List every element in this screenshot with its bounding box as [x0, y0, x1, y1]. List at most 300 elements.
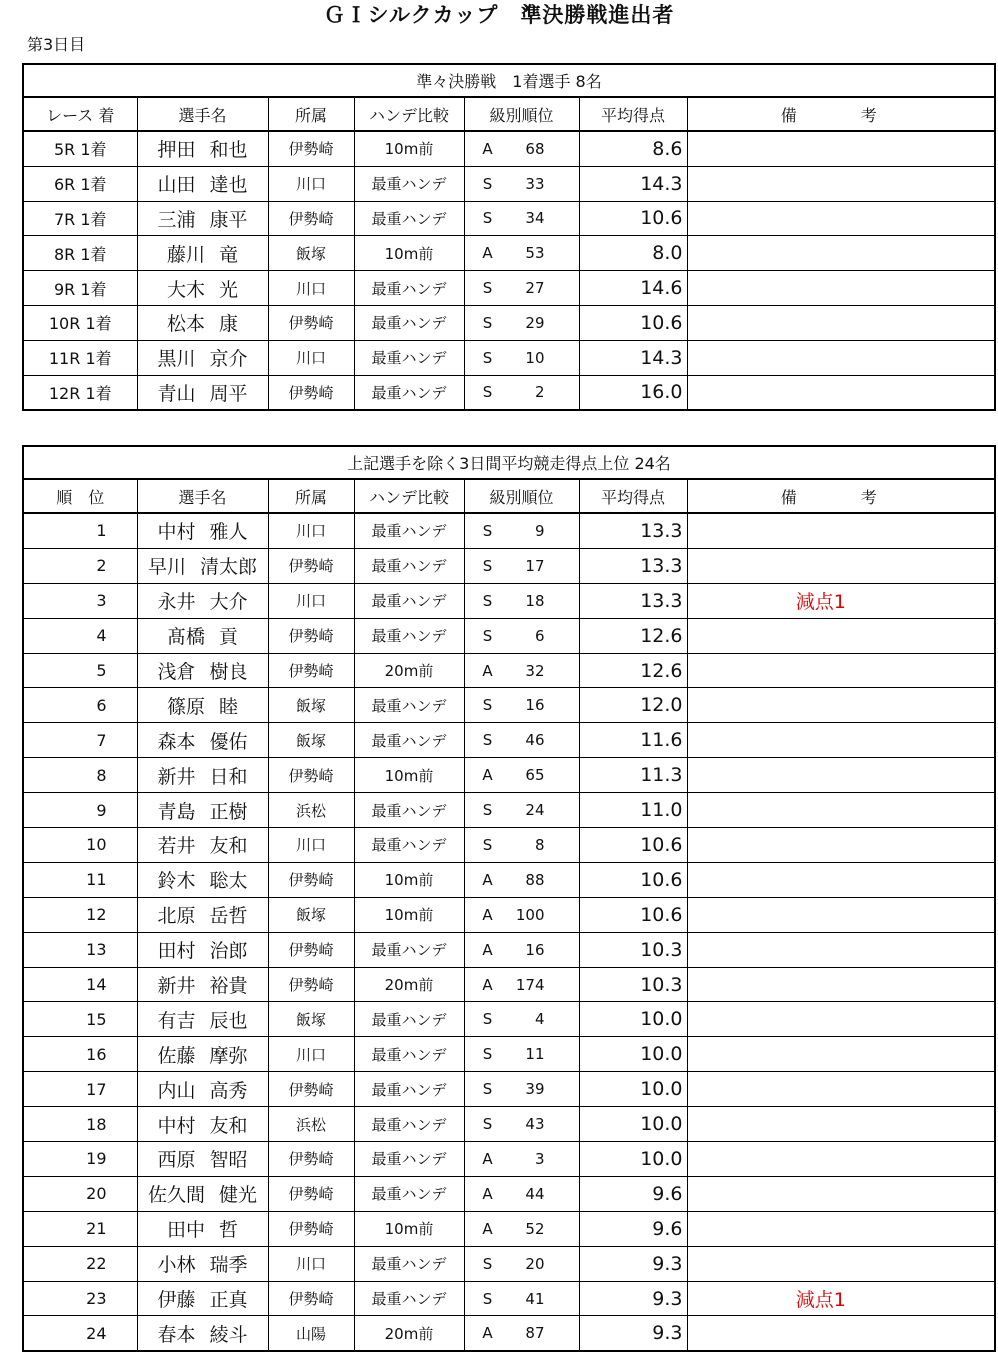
affiliation-cell: 伊勢崎 [268, 548, 354, 583]
table-row [23, 1281, 995, 1316]
notes-cell [687, 862, 995, 897]
class-letter: S [482, 801, 493, 820]
class-letter: A [482, 139, 493, 158]
top-average-table [22, 445, 996, 1352]
affiliation-cell: 伊勢崎 [268, 375, 354, 410]
class-rank-number: 3 [534, 1149, 545, 1168]
rider-given-name: 岳哲 [209, 905, 248, 928]
handicap-cell: 最重ハンデ [354, 305, 464, 340]
rider-family-name: 鈴木 [157, 870, 196, 893]
notes-cell [687, 618, 995, 653]
class-rank-cell [464, 1142, 579, 1177]
race-finish-cell: 10R 1着 [23, 305, 137, 340]
rider-family-name: 浅倉 [157, 661, 196, 683]
rider-given-name: 友和 [209, 835, 248, 858]
rider-name [137, 340, 268, 375]
rider-name [137, 1281, 268, 1316]
notes-cell [687, 166, 995, 201]
rider-given-name: 健光 [219, 1184, 258, 1207]
affiliation-cell: 伊勢崎 [268, 201, 354, 236]
rider-family-name: 森本 [157, 730, 196, 753]
class-rank-cell [464, 1002, 579, 1037]
rank-cell: 15 [23, 1002, 137, 1037]
class-rank-cell [464, 618, 579, 653]
rider-given-name: 高秀 [209, 1079, 248, 1102]
affiliation-cell: 伊勢崎 [268, 1281, 354, 1316]
affiliation-cell: 浜松 [268, 793, 354, 828]
class-letter: S [482, 383, 493, 402]
rider-name [137, 1142, 268, 1177]
table-row [23, 758, 995, 793]
rider-given-name: 綾斗 [209, 1323, 248, 1346]
class-rank-cell [464, 1072, 579, 1107]
rider-family-name: 青島 [157, 800, 196, 823]
class-letter: S [482, 1045, 493, 1064]
rider-given-name: 達也 [209, 174, 248, 197]
average-score-cell: 10.0 [579, 1142, 687, 1177]
average-score-cell: 9.3 [579, 1316, 687, 1351]
affiliation-cell: 飯塚 [268, 1002, 354, 1037]
header-affiliation: 所属 [268, 479, 354, 513]
class-rank-number: 4 [534, 1010, 545, 1029]
rider-name [137, 201, 268, 236]
rank-cell: 14 [23, 967, 137, 1002]
rider-family-name: 永井 [157, 591, 196, 614]
affiliation-cell: 飯塚 [268, 897, 354, 932]
average-score-cell: 10.6 [579, 862, 687, 897]
class-letter: S [482, 556, 493, 575]
rider-family-name: 中村 [157, 1114, 196, 1137]
table-row [23, 1142, 995, 1177]
class-rank-cell [464, 653, 579, 688]
rider-name [137, 375, 268, 410]
notes-cell [687, 1211, 995, 1246]
class-rank-number: 32 [525, 661, 545, 680]
rider-family-name: 春本 [157, 1323, 196, 1346]
average-score-cell: 12.0 [579, 688, 687, 723]
table-row [23, 1246, 995, 1281]
header-handicap: ハンデ比較 [354, 479, 464, 513]
rider-given-name: 光 [219, 278, 239, 301]
table-row [23, 723, 995, 758]
average-score-cell: 11.0 [579, 793, 687, 828]
class-rank-number: 65 [525, 766, 545, 785]
affiliation-cell: 川口 [268, 513, 354, 548]
average-score-cell: 8.6 [579, 131, 687, 166]
class-rank-number: 53 [525, 244, 545, 263]
table-row [23, 1037, 995, 1072]
class-letter: S [482, 348, 493, 367]
notes-cell [687, 828, 995, 863]
handicap-cell: 最重ハンデ [354, 583, 464, 618]
rider-given-name: 辰也 [209, 1009, 248, 1032]
notes-cell [687, 1107, 995, 1142]
rider-family-name: 佐久間 [147, 1184, 205, 1207]
handicap-cell: 最重ハンデ [354, 513, 464, 548]
rider-given-name: 康 [219, 313, 239, 336]
class-letter: A [482, 244, 493, 263]
handicap-cell: 最重ハンデ [354, 1002, 464, 1037]
rider-given-name: 瑞季 [209, 1254, 248, 1277]
class-rank-cell [464, 828, 579, 863]
rider-family-name: 髙橋 [166, 626, 205, 649]
class-rank-number: 17 [525, 556, 545, 575]
class-letter: S [482, 1115, 493, 1134]
class-rank-cell [464, 932, 579, 967]
rider-name [137, 1037, 268, 1072]
rank-cell: 22 [23, 1246, 137, 1281]
class-letter: S [482, 1080, 493, 1099]
handicap-cell: 最重ハンデ [354, 1142, 464, 1177]
header-race: レース 着 [23, 97, 137, 131]
table-row [23, 793, 995, 828]
rank-cell: 24 [23, 1316, 137, 1351]
average-score-cell: 13.3 [579, 548, 687, 583]
race-finish-cell: 9R 1着 [23, 271, 137, 306]
header-notes: 備 考 [687, 479, 995, 513]
handicap-cell: 最重ハンデ [354, 932, 464, 967]
handicap-cell: 10m前 [354, 131, 464, 166]
average-score-cell: 10.0 [579, 1002, 687, 1037]
class-letter: A [482, 940, 493, 959]
class-letter: A [482, 1324, 493, 1343]
handicap-cell: 最重ハンデ [354, 723, 464, 758]
rank-cell: 23 [23, 1281, 137, 1316]
class-letter: S [482, 591, 493, 610]
class-rank-cell [464, 305, 579, 340]
class-rank-cell [464, 1281, 579, 1316]
class-rank-cell [464, 688, 579, 723]
rider-given-name: 哲 [219, 1219, 239, 1242]
class-rank-number: 18 [525, 591, 545, 610]
rider-given-name: 樹良 [209, 661, 248, 683]
class-rank-number: 9 [534, 521, 545, 540]
table-row [23, 1107, 995, 1142]
handicap-cell: 最重ハンデ [354, 375, 464, 410]
handicap-cell: 最重ハンデ [354, 1037, 464, 1072]
average-score-cell: 9.6 [579, 1211, 687, 1246]
handicap-cell: 最重ハンデ [354, 1176, 464, 1211]
class-letter: S [482, 1010, 493, 1029]
affiliation-cell: 飯塚 [268, 723, 354, 758]
header-handicap: ハンデ比較 [354, 97, 464, 131]
class-rank-number: 52 [525, 1219, 545, 1238]
handicap-cell: 10m前 [354, 897, 464, 932]
rider-given-name: 正樹 [209, 800, 248, 823]
class-letter: A [482, 766, 493, 785]
rider-family-name: 押田 [157, 139, 196, 162]
rank-cell: 6 [23, 688, 137, 723]
rank-cell: 8 [23, 758, 137, 793]
class-rank-number: 24 [525, 801, 545, 820]
rider-family-name: 松本 [166, 313, 205, 336]
rider-name [137, 305, 268, 340]
rider-family-name: 青山 [157, 382, 196, 405]
rider-name [137, 236, 268, 271]
table-row [23, 862, 995, 897]
rider-family-name: 伊藤 [157, 1289, 196, 1312]
notes-cell: 減点1 [687, 583, 995, 618]
notes-cell [687, 201, 995, 236]
class-rank-cell [464, 131, 579, 166]
notes-cell: 減点1 [687, 1281, 995, 1316]
rider-given-name: 正真 [209, 1289, 248, 1312]
notes-cell [687, 548, 995, 583]
affiliation-cell: 飯塚 [268, 688, 354, 723]
header-name: 選手名 [137, 479, 268, 513]
class-rank-number: 41 [525, 1289, 545, 1308]
rider-name [137, 1107, 268, 1142]
handicap-cell: 20m前 [354, 1316, 464, 1351]
affiliation-cell: 川口 [268, 1246, 354, 1281]
class-rank-number: 43 [525, 1115, 545, 1134]
notes-cell [687, 1246, 995, 1281]
table-row [23, 897, 995, 932]
table-row [23, 1002, 995, 1037]
table-row [23, 653, 995, 688]
affiliation-cell: 川口 [268, 828, 354, 863]
rider-name [137, 166, 268, 201]
header-class-rank: 級別順位 [464, 479, 579, 513]
class-rank-number: 6 [534, 626, 545, 645]
class-letter: S [482, 1289, 493, 1308]
header-class-rank: 級別順位 [464, 97, 579, 131]
race-finish-cell: 5R 1着 [23, 131, 137, 166]
rider-given-name: 和也 [209, 139, 248, 162]
affiliation-cell: 川口 [268, 166, 354, 201]
class-rank-number: 11 [525, 1045, 545, 1064]
class-rank-number: 68 [525, 139, 545, 158]
average-score-cell: 13.3 [579, 513, 687, 548]
rider-family-name: 黒川 [157, 348, 196, 371]
rider-family-name: 藤川 [166, 243, 205, 266]
rider-family-name: 有吉 [157, 1009, 196, 1032]
class-letter: S [482, 731, 493, 750]
rider-name [137, 897, 268, 932]
class-rank-cell [464, 723, 579, 758]
rider-name [137, 688, 268, 723]
affiliation-cell: 伊勢崎 [268, 618, 354, 653]
rider-name [137, 618, 268, 653]
class-rank-number: 16 [525, 696, 545, 715]
class-rank-number: 46 [525, 731, 545, 750]
rider-name [137, 513, 268, 548]
rider-given-name: 康平 [209, 208, 248, 231]
class-rank-number: 29 [525, 313, 545, 332]
class-letter: S [482, 313, 493, 332]
rider-family-name: 新井 [157, 765, 196, 788]
affiliation-cell: 伊勢崎 [268, 131, 354, 166]
table-row [23, 1176, 995, 1211]
notes-cell [687, 932, 995, 967]
class-rank-cell [464, 583, 579, 618]
rider-given-name: 摩弥 [209, 1044, 248, 1067]
table-row [23, 1316, 995, 1351]
affiliation-cell: 伊勢崎 [268, 932, 354, 967]
class-rank-number: 2 [534, 383, 545, 402]
class-letter: A [482, 975, 493, 994]
rider-name [137, 131, 268, 166]
notes-cell [687, 1142, 995, 1177]
class-rank-number: 8 [534, 835, 545, 854]
class-rank-cell [464, 967, 579, 1002]
class-letter: S [482, 279, 493, 298]
rank-cell: 1 [23, 513, 137, 548]
rider-name [137, 862, 268, 897]
rider-given-name: 裕貴 [209, 975, 248, 998]
class-rank-number: 88 [525, 870, 545, 889]
rider-given-name: 治郎 [209, 940, 248, 963]
header-name: 選手名 [137, 97, 268, 131]
rider-family-name: 西原 [157, 1149, 196, 1172]
notes-cell [687, 1316, 995, 1351]
class-letter: A [482, 661, 493, 680]
handicap-cell: 最重ハンデ [354, 548, 464, 583]
class-rank-number: 16 [525, 940, 545, 959]
class-rank-cell [464, 1246, 579, 1281]
rider-given-name: 貢 [219, 626, 239, 649]
average-score-cell: 10.6 [579, 201, 687, 236]
rider-given-name: 周平 [209, 382, 248, 405]
table-row [23, 375, 995, 410]
quarterfinal-winners-table [22, 63, 996, 411]
handicap-cell: 10m前 [354, 1211, 464, 1246]
rank-cell: 12 [23, 897, 137, 932]
rank-cell: 21 [23, 1211, 137, 1246]
rank-cell: 19 [23, 1142, 137, 1177]
class-letter: A [482, 1219, 493, 1238]
average-score-cell: 10.0 [579, 1037, 687, 1072]
rider-name [137, 583, 268, 618]
class-rank-cell [464, 271, 579, 306]
rider-family-name: 田村 [157, 940, 196, 963]
notes-cell [687, 375, 995, 410]
notes-cell [687, 1072, 995, 1107]
affiliation-cell: 伊勢崎 [268, 1142, 354, 1177]
class-rank-cell [464, 513, 579, 548]
rider-given-name: 雅人 [209, 521, 248, 544]
table-row [23, 548, 995, 583]
class-rank-cell [464, 1211, 579, 1246]
notes-cell [687, 1176, 995, 1211]
notes-cell [687, 1002, 995, 1037]
affiliation-cell: 川口 [268, 340, 354, 375]
handicap-cell: 最重ハンデ [354, 201, 464, 236]
notes-cell [687, 1037, 995, 1072]
rider-family-name: 新井 [157, 975, 196, 998]
rider-name [137, 1072, 268, 1107]
average-score-cell: 12.6 [579, 653, 687, 688]
handicap-cell: 10m前 [354, 862, 464, 897]
table-row [23, 271, 995, 306]
handicap-cell: 最重ハンデ [354, 1072, 464, 1107]
class-letter: S [482, 835, 493, 854]
average-score-cell: 11.6 [579, 723, 687, 758]
rider-family-name: 大木 [166, 278, 205, 301]
average-score-cell: 9.6 [579, 1176, 687, 1211]
class-letter: S [482, 1254, 493, 1273]
class-rank-cell [464, 1037, 579, 1072]
rider-given-name: 聡太 [209, 870, 248, 893]
rider-given-name: 優佑 [209, 730, 248, 753]
rider-name [137, 1002, 268, 1037]
handicap-cell: 最重ハンデ [354, 688, 464, 723]
affiliation-cell: 山陽 [268, 1316, 354, 1351]
table-row [23, 1072, 995, 1107]
table-row [23, 583, 995, 618]
rider-name [137, 758, 268, 793]
affiliation-cell: 伊勢崎 [268, 1211, 354, 1246]
rank-cell: 20 [23, 1176, 137, 1211]
header-affiliation: 所属 [268, 97, 354, 131]
race-finish-cell: 12R 1着 [23, 375, 137, 410]
rank-cell: 3 [23, 583, 137, 618]
table-caption: 準々決勝戦 1着選手 8名 [23, 64, 995, 97]
average-score-cell: 10.6 [579, 897, 687, 932]
rank-cell: 13 [23, 932, 137, 967]
class-letter: A [482, 1184, 493, 1203]
handicap-cell: 最重ハンデ [354, 618, 464, 653]
class-rank-cell [464, 793, 579, 828]
table-row [23, 828, 995, 863]
handicap-cell: 20m前 [354, 967, 464, 1002]
rider-name [137, 967, 268, 1002]
table-row [23, 236, 995, 271]
class-rank-number: 10 [525, 348, 545, 367]
class-rank-cell [464, 862, 579, 897]
average-score-cell: 10.3 [579, 932, 687, 967]
class-letter: A [482, 905, 493, 924]
handicap-cell: 最重ハンデ [354, 166, 464, 201]
class-rank-number: 27 [525, 279, 545, 298]
average-score-cell: 14.3 [579, 166, 687, 201]
rider-name [137, 653, 268, 688]
handicap-cell: 最重ハンデ [354, 1246, 464, 1281]
table-row [23, 513, 995, 548]
average-score-cell: 10.6 [579, 828, 687, 863]
handicap-cell: 20m前 [354, 653, 464, 688]
rider-given-name: 智昭 [209, 1149, 248, 1172]
class-rank-cell [464, 236, 579, 271]
average-score-cell: 8.0 [579, 236, 687, 271]
rider-given-name: 清太郎 [200, 556, 258, 579]
class-letter: S [482, 209, 493, 228]
notes-cell [687, 723, 995, 758]
class-rank-number: 44 [525, 1184, 545, 1203]
notes-cell [687, 653, 995, 688]
notes-cell [687, 131, 995, 166]
table-row [23, 131, 995, 166]
rank-cell: 10 [23, 828, 137, 863]
rider-family-name: 三浦 [157, 208, 196, 231]
notes-cell [687, 271, 995, 306]
affiliation-cell: 川口 [268, 1037, 354, 1072]
class-rank-cell [464, 1316, 579, 1351]
average-score-cell: 12.6 [579, 618, 687, 653]
table-row [23, 618, 995, 653]
affiliation-cell: 伊勢崎 [268, 967, 354, 1002]
rider-name [137, 1246, 268, 1281]
rider-name [137, 1176, 268, 1211]
class-rank-cell [464, 1176, 579, 1211]
notes-cell [687, 897, 995, 932]
affiliation-cell: 浜松 [268, 1107, 354, 1142]
average-score-cell: 10.6 [579, 305, 687, 340]
class-rank-number: 33 [525, 174, 545, 193]
header-rank: 順 位 [23, 479, 137, 513]
class-rank-number: 100 [515, 905, 545, 924]
class-letter: A [482, 1149, 493, 1168]
